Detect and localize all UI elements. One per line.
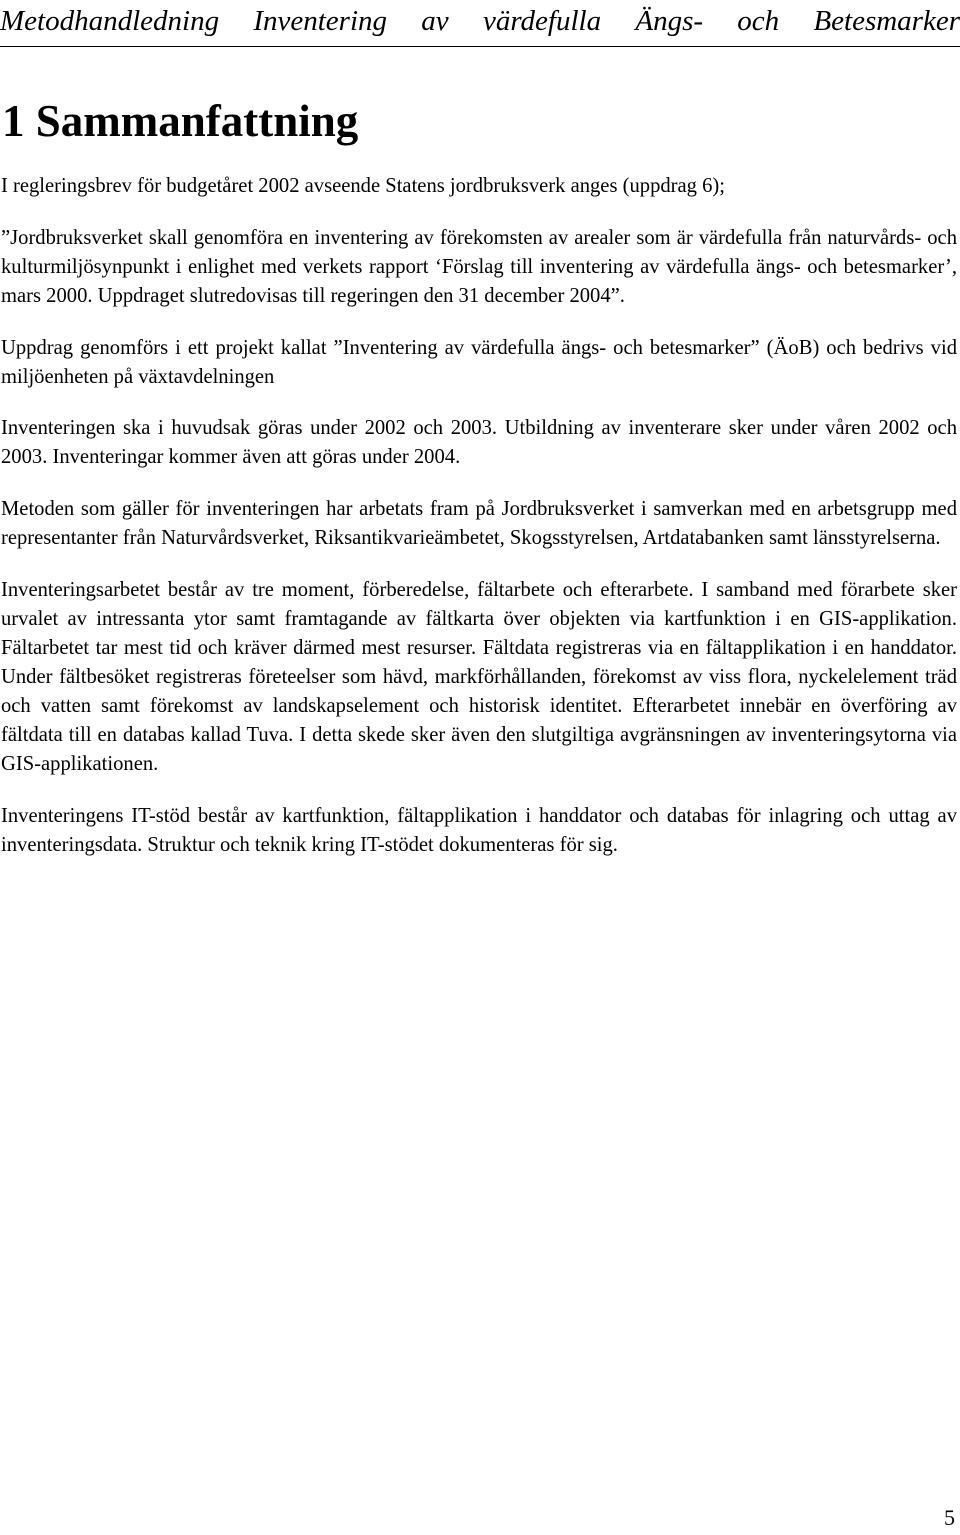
document-body xyxy=(1,172,957,860)
paragraph-assignment-quote: ”Jordbruksverket skall genomföra en inventering av förekomsten av arealer som är värdefulla från naturvårds- och kulturmiljösynpunkt i enlighet med verkets rapport ‘Förslag till inventering av värdefulla ängs- och betesmarker’, mars 2000. Uppdraget slutredovisas till regeringen den 31 december 2004”. xyxy=(1,227,957,307)
paragraph-it-support: Inventeringens IT-stöd består av kartfunktion, fältapplikation i handdator och databas för inlagring och uttag av inventeringsdata. Struktur och teknik kring IT-stödet dokumenteras för sig. xyxy=(1,805,957,856)
paragraph-method: Metoden som gäller för inventeringen har arbetats fram på Jordbruksverket i samverkan med en arbetsgrupp med representanter från Naturvårdsverket, Riksantikvarieämbetet, Skogsstyrelsen, Artdatabanken samt länsstyrelserna. xyxy=(1,498,957,549)
paragraph-regleringsbrev: I regleringsbrev för budgetåret 2002 avseende Statens jordbruksverk anges (uppdrag 6); xyxy=(1,175,725,197)
header-divider xyxy=(0,46,960,47)
paragraph-schedule: Inventeringen ska i huvudsak göras under 2002 och 2003. Utbildning av inventerare sker under våren 2002 och 2003. Inventeringar kommer även att göras under 2004. xyxy=(1,417,957,468)
section-title: 1 Sammanfattning xyxy=(2,96,359,146)
paragraph-project: Uppdrag genomförs i ett projekt kallat ”Inventering av värdefulla ängs- och betesmarker” (ÄoB) och bedrivs vid miljöenheten på växtavdelningen xyxy=(1,337,957,388)
paragraph-work-moments: Inventeringsarbetet består av tre moment, förberedelse, fältarbete och efterarbete. I samband med förarbete sker urvalet av intressanta ytor samt framtagande av fältkarta över objekten via kartfunktion i en GIS-applikation. Fältarbetet tar mest tid och kräver därmed mest resurser. Fältdata registreras via en fältapplikation i en handdator. Under fältbesöket registreras företeelser som hävd, markförhållanden, förekomst av viss flora, nyckelelement träd och vatten samt förekomst av landskapselement och historisk identitet. Efterarbetet innebär en överföring av fältdata till en databas kallad Tuva. I detta skede sker även den slutgiltiga avgränsningen av inventeringsytorna via GIS-applikationen. xyxy=(1,579,957,775)
running-header: Metodhandledning Inventering av värdefulla Ängs- och Betesmarker xyxy=(0,5,960,37)
page-number: 5 xyxy=(944,1505,955,1530)
